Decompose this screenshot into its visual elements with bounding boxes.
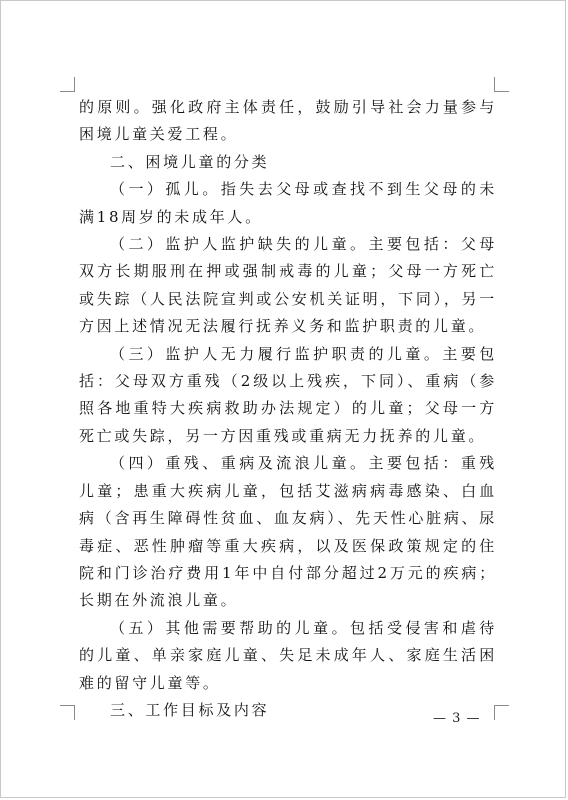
category-paragraph — [79, 450, 497, 614]
corner-mark-top-right — [494, 77, 509, 92]
category-paragraph — [79, 341, 497, 451]
category-text: 主要包括：重残儿童；患重大疾病儿童，包括艾滋病病毒感染、白血病（含再生障碍性贫血、血友病）、先天性心脏病、尿毒症、恶性肿瘤等重大疾病，以及医保政策规定的住院和门诊治疗费用1年中自付部分超过2万元的疾病；长期在外流浪儿童。 — [79, 454, 497, 610]
corner-mark-top-left — [60, 77, 75, 92]
category-paragraph — [79, 176, 497, 231]
category-title: （三）监护人无力履行监护职责的儿童。 — [110, 344, 443, 363]
section-heading: 三、工作目标及内容 — [110, 700, 270, 719]
category-text: 主要包括：父母双方重残（2级以上残疾，下同）、重病（参照各地重特大疾病救助办法规定）的儿童；父母一方死亡或失踪，另一方因重残或重病无力抚养的儿童。 — [79, 344, 497, 445]
corner-mark-bottom-left — [60, 705, 75, 720]
category-title: （二）监护人监护缺失的儿童。 — [110, 235, 369, 254]
paragraph-continuation: 的原则。强化政府主体责任，鼓励引导社会力量参与困境儿童关爱工程。 — [79, 98, 497, 144]
category-paragraph — [79, 615, 497, 697]
category-title: （四）重残、重病及流浪儿童。 — [110, 454, 369, 473]
section-heading: 二、困境儿童的分类 — [110, 152, 270, 171]
category-title: （一）孤儿。 — [110, 180, 221, 199]
page-number: — 3 — — [433, 711, 481, 726]
category-title: （五）其他需要帮助的儿童。 — [110, 618, 351, 637]
category-text: 包括受侵害和虐待的儿童、单亲家庭儿童、失足未成年人、家庭生活困难的留守儿童等。 — [79, 618, 497, 692]
document-body — [79, 94, 497, 724]
category-paragraph — [79, 231, 497, 341]
category-text: 主要包括：父母双方长期服刑在押或强制戒毒的儿童；父母一方死亡或失踪（人民法院宣判或公安机关证明，下同），另一方因上述情况无法履行抚养义务和监护职责的儿童。 — [79, 235, 497, 336]
category-text: 指失去父母或查找不到生父母的未满18周岁的未成年人。 — [79, 180, 497, 226]
